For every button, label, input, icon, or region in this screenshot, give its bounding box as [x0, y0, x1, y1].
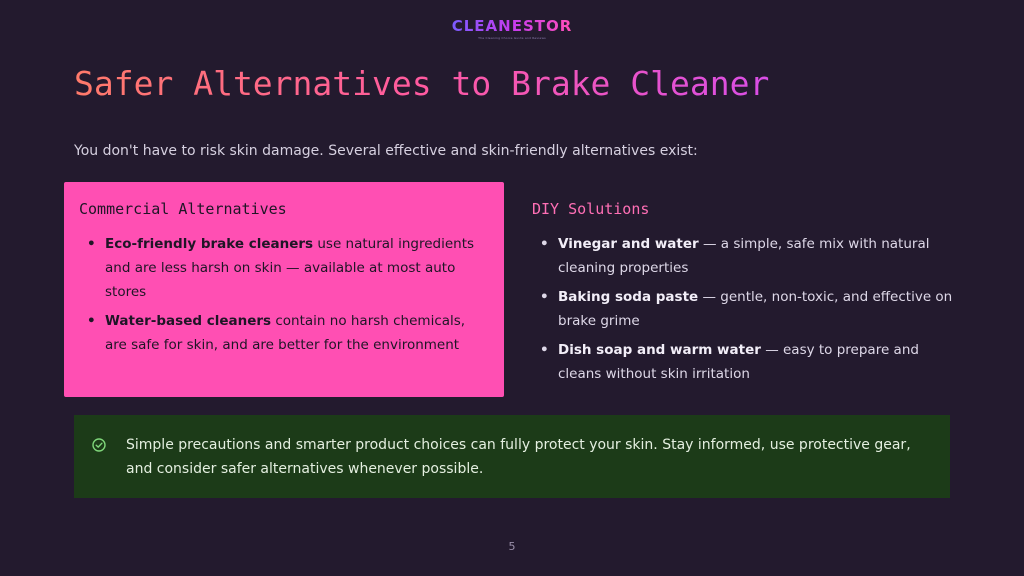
callout-text: Simple precautions and smarter product choices can fully protect your skin. Stay informed, use protective gear, and consider safer alternatives whenever possible. [126, 437, 911, 477]
list-item-bold: Water-based cleaners [105, 313, 272, 329]
commercial-alternatives-title: Commercial Alternatives [79, 200, 287, 218]
slide-title: Safer Alternatives to Brake Cleaner [74, 64, 770, 103]
summary-callout [74, 415, 950, 498]
logo-tagline: The Cleaning Choice Guide and Reviews [478, 36, 546, 40]
list-item-text: — a simple, safe mix with natural cleaning properties [558, 236, 930, 276]
list-item-text: contain no harsh chemicals, are safe for skin, and are better for the environment [105, 313, 466, 353]
list-item-text: — gentle, non-toxic, and effective on brake grime [558, 289, 953, 329]
list-item-bold: Baking soda paste [558, 289, 699, 305]
commercial-alternatives-list [79, 232, 488, 357]
list-item-text: — easy to prepare and cleans without skin irritation [558, 342, 919, 382]
check-circle-icon [92, 437, 106, 451]
diy-solutions-title: DIY Solutions [532, 200, 650, 218]
list-item [532, 338, 960, 386]
diy-solutions-list [532, 232, 960, 386]
list-item [532, 285, 960, 333]
logo [0, 16, 1024, 40]
list-item-text: use natural ingredients and are less harsh on skin — available at most auto stores [105, 236, 475, 300]
intro-text: You don't have to risk skin damage. Several effective and skin-friendly alternatives exist: [74, 143, 698, 159]
list-item [79, 309, 488, 357]
logo-wordmark: CLEANESTOR [451, 17, 573, 35]
list-item [79, 232, 488, 304]
page-number: 5 [508, 540, 516, 553]
list-item [532, 232, 960, 280]
list-item-bold: Vinegar and water [558, 236, 699, 252]
commercial-alternatives-card [64, 182, 504, 397]
list-item-bold: Dish soap and warm water [558, 342, 761, 358]
list-item-bold: Eco-friendly brake cleaners [105, 236, 314, 252]
diy-solutions-card [530, 182, 960, 397]
